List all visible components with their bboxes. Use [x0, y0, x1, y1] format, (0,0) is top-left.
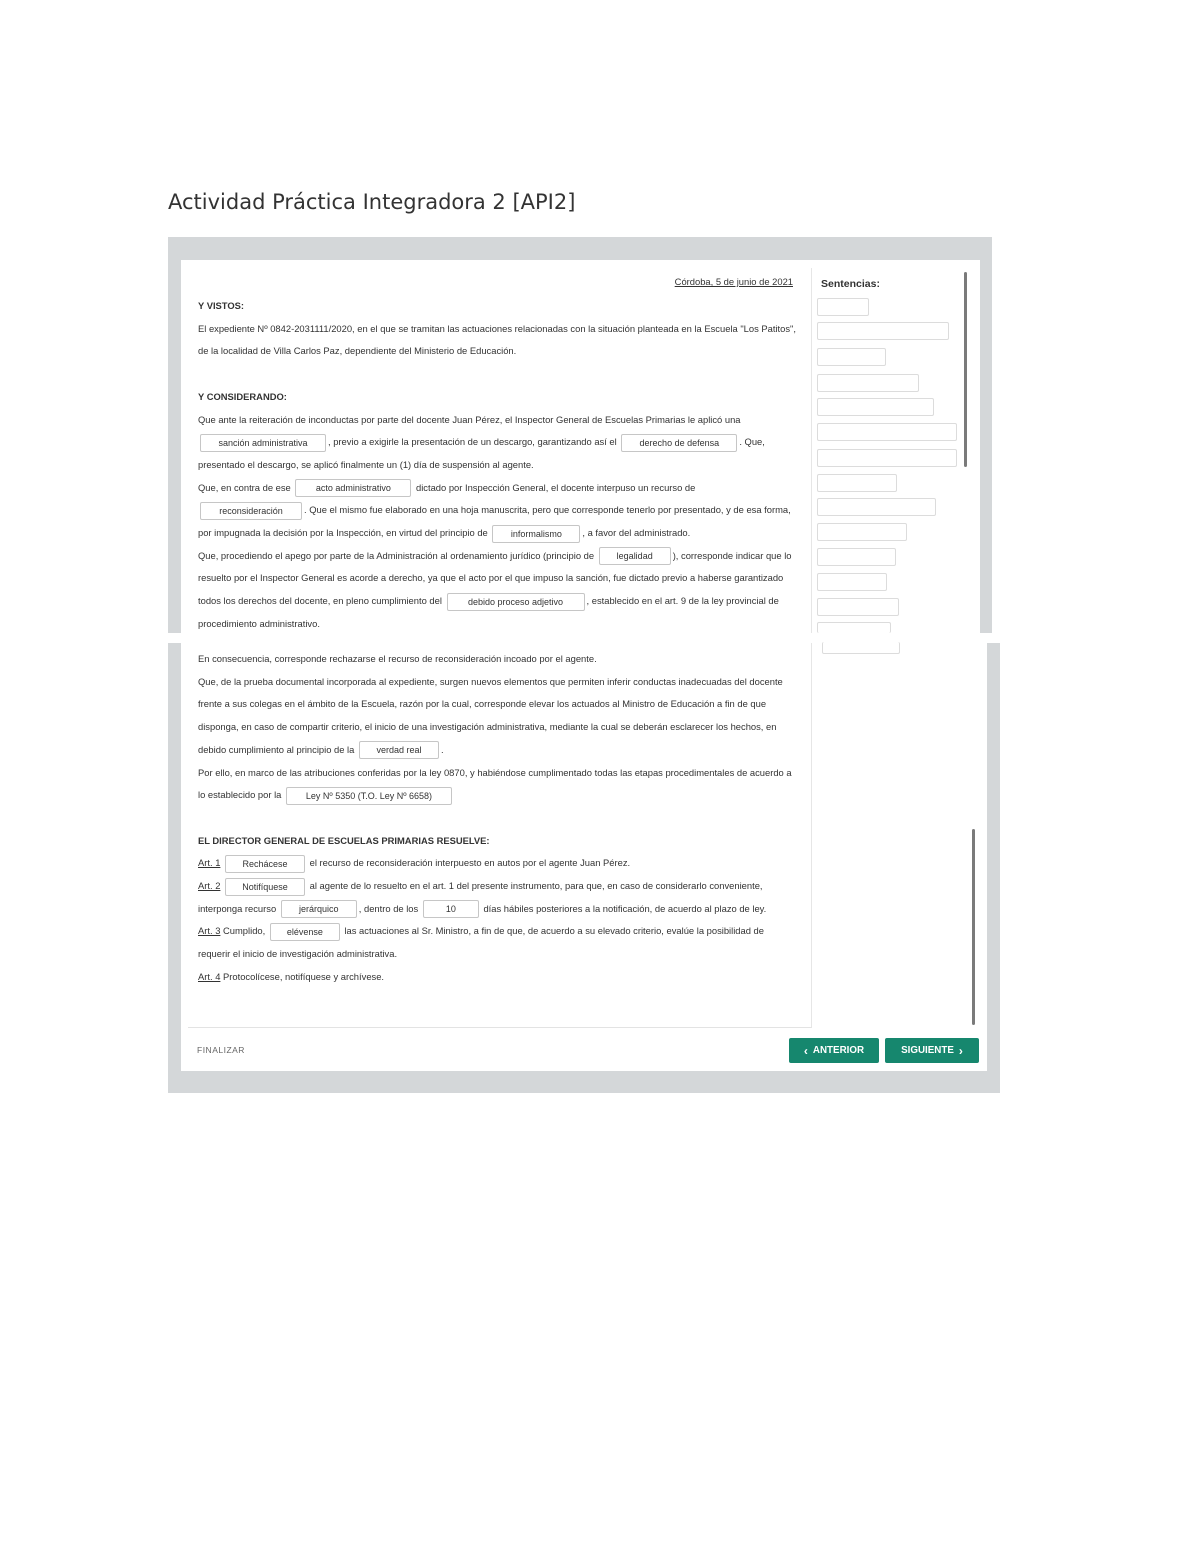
drop-slot-2[interactable]: derecho de defensa	[621, 434, 737, 452]
article-1-label: Art. 1	[198, 857, 221, 869]
chevron-left-icon: ‹	[803, 1043, 808, 1058]
resuelve-heading: EL DIRECTOR GENERAL DE ESCUELAS PRIMARIAS RESUELVE:	[198, 834, 490, 846]
paragraph-5a: Que, de la prueba documental incorporada al expediente, surgen nuevos elementos que permiten inferir conductas inadecuadas del docente frente a sus colegas en el ámbito de la Escuela, razón por la cual, corresponde elevar los actuados al Ministro de Educación a fin de que disponga, en caso de compartir criterio, el inicio de una investigación administrativa, mediante la cual se deberán esclarecer los hechos, en debido cumplimiento al principio de la	[198, 675, 783, 755]
drop-slot-8[interactable]: verdad real	[359, 741, 439, 759]
paragraph-2d: , a favor del administrado.	[582, 527, 691, 539]
article-3-label: Art. 3	[198, 925, 221, 937]
spacer	[198, 807, 798, 830]
paragraph-4: En consecuencia, corresponde rechazarse el recurso de reconsideración incoado por el agente.	[198, 653, 597, 664]
sentences-panel-top	[812, 268, 970, 633]
article-2-text-b: , dentro de los	[358, 902, 419, 914]
drop-slot-12[interactable]: jerárquico	[281, 900, 357, 918]
sentence-box-13[interactable]	[817, 598, 899, 616]
article-2-text-a: al agente de lo resuelto en el art. 1 del presente instrumento, para que, en caso de considerarlo conveniente, interponga recurso	[198, 880, 763, 914]
sentence-box-6[interactable]	[817, 423, 957, 441]
sentences-scrollbar[interactable]	[964, 272, 967, 467]
article-2-text-c: días hábiles posteriores a la notificación, de acuerdo al plazo de ley.	[483, 902, 767, 914]
paragraph-5b: .	[440, 743, 444, 755]
drop-slot-5[interactable]: informalismo	[492, 525, 580, 543]
next-button-label: SIGUIENTE	[901, 1045, 954, 1056]
document-panel-top	[188, 268, 812, 633]
sentence-box-5[interactable]	[817, 398, 934, 416]
sentence-box-14[interactable]	[817, 622, 891, 633]
sentence-box-9[interactable]	[817, 498, 936, 516]
paragraph-1b: , previo a exigirle la presentación de un descargo, garantizando así el	[328, 436, 617, 448]
sentence-box-1[interactable]	[817, 298, 869, 316]
article-2-label: Art. 2	[198, 880, 221, 892]
paragraph-3b: ), corresponde indicar que lo resuelto por el Inspector General es acorde a derecho, ya que el acto por el que impuso la sanción, fue dictado previo a haberse garantizado todos los derechos del docente, en pleno cumplimiento del	[198, 549, 792, 607]
drop-slot-13[interactable]: 10	[423, 900, 479, 918]
sentence-box-11[interactable]	[817, 548, 896, 566]
vistos-text: El expediente Nº 0842-2031111/2020, en el que se tramitan las actuaciones relacionadas con la situación planteada en la Escuela "Los Patitos", de la localidad de Villa Carlos Paz, dependiente del Ministerio de Educación.	[198, 322, 796, 357]
sentence-box-2[interactable]	[817, 322, 949, 340]
drop-slot-1[interactable]: sanción administrativa	[200, 434, 326, 452]
sentence-box-4[interactable]	[817, 374, 919, 392]
drop-slot-3[interactable]: acto administrativo	[295, 479, 411, 497]
sentence-box-3[interactable]	[817, 348, 886, 366]
drop-slot-14[interactable]: elévense	[270, 923, 340, 941]
paragraph-3a: Que, procediendo el apego por parte de la Administración al ordenamiento jurídico (principio de	[198, 549, 595, 561]
paragraph-2c: . Que el mismo fue elaborado en una hoja manuscrita, pero que corresponde tenerlo por presentado, y de esa forma, por impugnada la decisión por la Inspección, en virtud del principio de	[198, 504, 791, 539]
paragraph-1c: . Que, presentado el descargo, se aplicó finalmente un (1) día de suspensión al agente.	[198, 436, 765, 470]
drop-slot-11[interactable]: Notifíquese	[225, 878, 305, 896]
drop-slot-9[interactable]: Ley Nº 5350 (T.O. Ley Nº 6658)	[286, 787, 452, 805]
previous-button-label: ANTERIOR	[812, 1045, 865, 1056]
article-3-text-b: las actuaciones al Sr. Ministro, a fin de que, de acuerdo a su elevado criterio, evalúe la posibilidad de requerir el inicio de investigación administrativa.	[198, 925, 764, 960]
vistos-heading: Y VISTOS:	[198, 300, 245, 311]
article-4-text: Protocolícese, notifíquese y archívese.	[223, 970, 385, 982]
chevron-right-icon: ›	[958, 1043, 963, 1058]
sentence-box-15[interactable]	[822, 642, 900, 654]
drop-slot-4[interactable]: reconsideración	[200, 502, 302, 520]
article-3-text-a: Cumplido,	[223, 925, 266, 937]
drop-slot-6[interactable]: legalidad	[599, 547, 671, 565]
document-text-top	[198, 295, 798, 636]
document-panel-bottom	[188, 643, 812, 1028]
sentence-box-7[interactable]	[817, 449, 957, 467]
paragraph-3c: , establecido en el art. 9 de la ley provincial de procedimiento administrativo.	[198, 595, 779, 629]
spacer	[198, 363, 798, 386]
sentence-box-12[interactable]	[817, 573, 887, 591]
finish-link[interactable]: FINALIZAR	[197, 1045, 245, 1055]
paragraph-1a: Que ante la reiteración de inconductas por parte del docente Juan Pérez, el Inspector General de Escuelas Primarias le aplicó una	[198, 413, 741, 425]
considerando-heading: Y CONSIDERANDO:	[198, 390, 287, 402]
sentences-title: Sentencias:	[821, 278, 880, 290]
sentence-box-10[interactable]	[817, 523, 907, 541]
paragraph-2a: Que, en contra de ese	[198, 481, 291, 493]
previous-button[interactable]	[789, 1038, 879, 1063]
sentence-box-8[interactable]	[817, 474, 897, 492]
document-date: Córdoba, 5 de junio de 2021	[674, 276, 793, 287]
paragraph-6a: Por ello, en marco de las atribuciones conferidas por la ley 0870, y habiéndose cumplimentado todas las etapas procedimentales de acuerdo a lo establecido por la	[198, 766, 792, 801]
document-scrollbar[interactable]	[972, 829, 975, 1025]
article-1-text: el recurso de reconsideración interpuesto en autos por el agente Juan Pérez.	[309, 857, 631, 869]
article-4-label: Art. 4	[198, 970, 221, 982]
paragraph-2b: dictado por Inspección General, el docente interpuso un recurso de	[416, 481, 696, 493]
document-text-bottom	[198, 648, 798, 989]
sentences-panel-bottom	[812, 643, 970, 1027]
drop-slot-7[interactable]: debido proceso adjetivo	[447, 593, 585, 611]
next-button[interactable]	[885, 1038, 979, 1063]
drop-slot-10[interactable]: Rechácese	[225, 855, 305, 873]
page-title: Actividad Práctica Integradora 2 [API2]	[168, 190, 576, 214]
